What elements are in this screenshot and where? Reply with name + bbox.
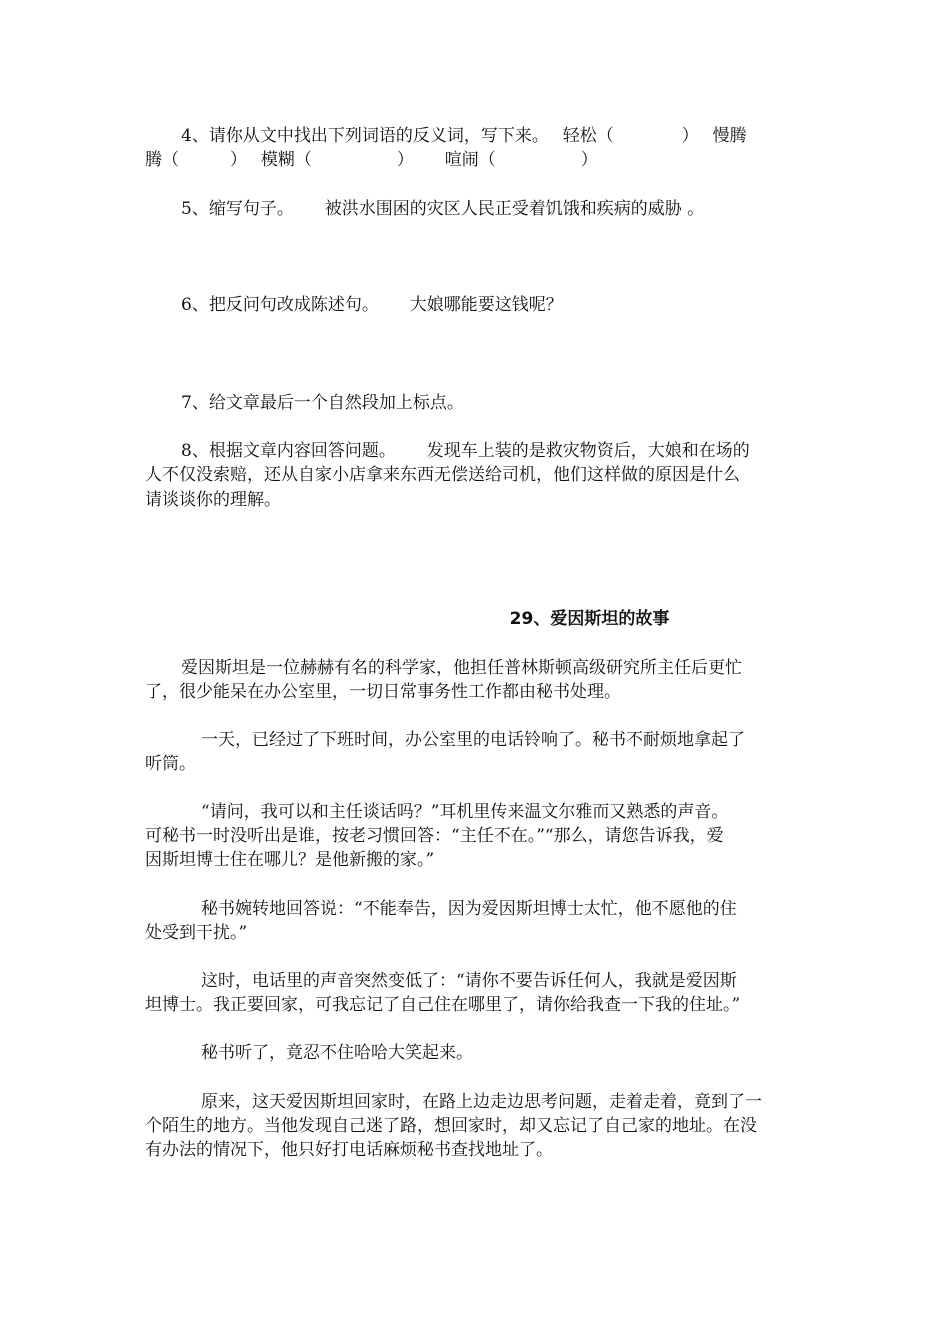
question-8-line-3: 请谈谈你的理解。	[145, 490, 281, 510]
story-paragraph-5-line-1: 这时，电话里的声音突然变低了：“请你不要告诉任何人，我就是爱因斯	[201, 971, 737, 991]
question-8-line-2: 人不仅没索赔，还从自家小店拿来东西无偿送给司机，他们这样做的原因是什么	[145, 465, 740, 485]
story-paragraph-4-line-1: 秘书婉转地回答说：“不能奉告，因为爱因斯坦博士太忙，他不愿他的住	[201, 899, 737, 919]
story-paragraph-1-line-2: 了，很少能呆在办公室里，一切日常事务性工作都由秘书处理。	[145, 682, 621, 702]
story-paragraph-7-line-2: 个陌生的地方。当他发现自己迷了路，想回家时，却又忘记了自己家的地址。在没	[145, 1116, 757, 1136]
story-title	[145, 607, 810, 631]
question-5: 5、缩写句子。 被洪水围困的灾区人民正受着饥饿和疾病的威胁 。	[181, 199, 705, 219]
story-paragraph-5-line-2: 坦博士。我正要回家，可我忘记了自己住在哪里了，请你给我查一下我的住址。”	[145, 995, 741, 1015]
question-4-line-1: 4、请你从文中找出下列词语的反义词，写下来。 轻松（ ） 慢腾	[181, 126, 747, 146]
story-paragraph-7-line-1: 原来，这天爱因斯坦回家时，在路上边走边思考问题，走着走着，竟到了一	[201, 1092, 762, 1112]
story-paragraph-3-line-3: 因斯坦博士住在哪儿？是他新搬的家。”	[145, 850, 435, 870]
story-title-text: 29、爱因斯坦的故事	[509, 609, 670, 629]
question-6: 6、把反问句改成陈述句。 大娘哪能要这钱呢？	[181, 295, 563, 315]
story-paragraph-1-line-1: 爱因斯坦是一位赫赫有名的科学家，他担任普林斯顿高级研究所主任后更忙	[181, 658, 742, 678]
question-4-line-2: 腾（ ） 模糊（ ） 喧闹（ ）	[145, 150, 598, 170]
question-7: 7、给文章最后一个自然段加上标点。	[181, 393, 464, 413]
story-paragraph-4-line-2: 处受到干扰。”	[145, 923, 248, 943]
story-paragraph-3-line-2: 可秘书一时没听出是谁，按老习惯回答：“主任不在。”“那么，请您告诉我，爱	[145, 826, 724, 846]
question-8-line-1: 8、根据文章内容回答问题。 发现车上装的是救灾物资后，大娘和在场的	[181, 441, 750, 461]
story-paragraph-7-line-3: 有办法的情况下，他只好打电话麻烦秘书查找地址了。	[145, 1140, 553, 1160]
story-paragraph-3-line-1: “请问，我可以和主任谈话吗？”耳机里传来温文尔雅而又熟悉的声音。	[201, 802, 729, 822]
story-paragraph-6-line-1: 秘书听了，竟忍不住哈哈大笑起来。	[201, 1043, 473, 1063]
story-paragraph-2-line-1: 一天，已经过了下班时间，办公室里的电话铃响了。秘书不耐烦地拿起了	[201, 730, 745, 750]
story-paragraph-2-line-2: 听筒。	[145, 754, 196, 774]
